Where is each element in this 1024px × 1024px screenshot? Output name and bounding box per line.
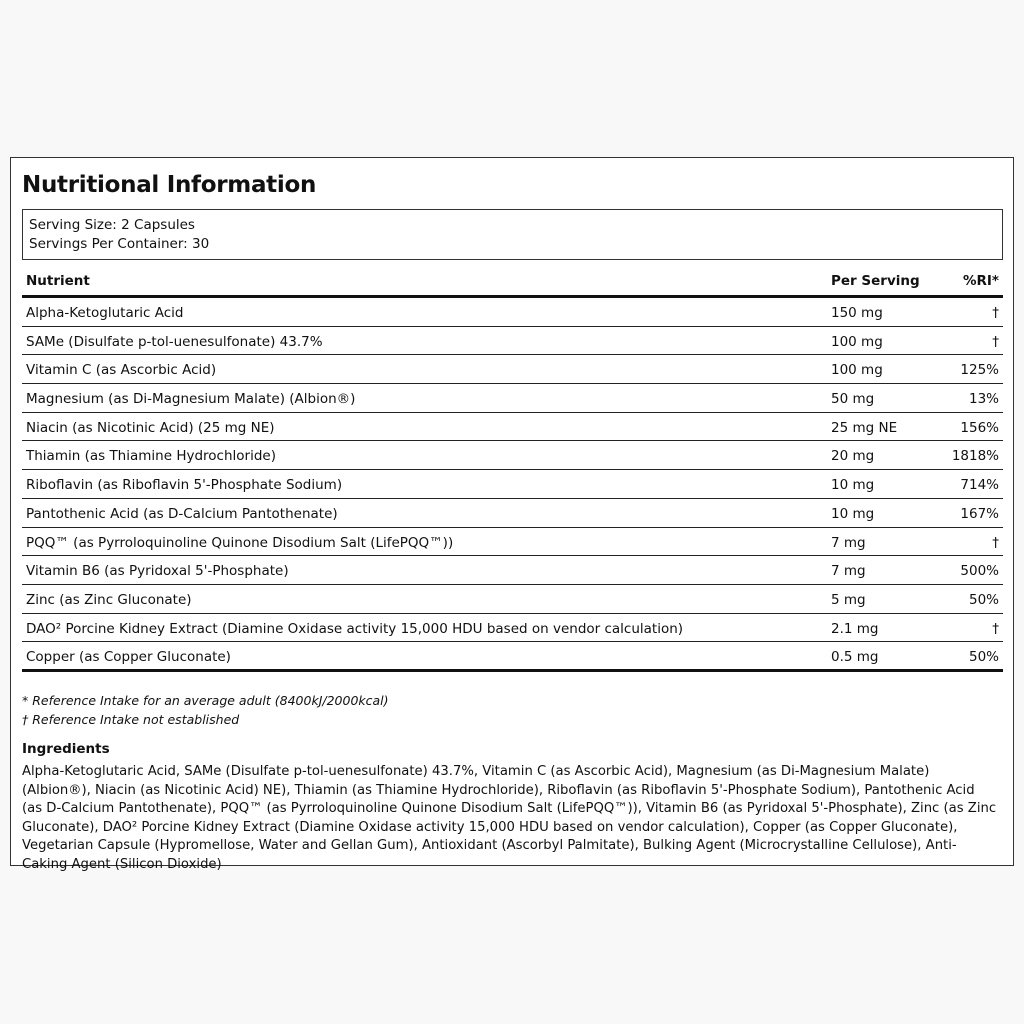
- nutrient-table: [22, 267, 1003, 672]
- nutrient-name: PQQ™ (as Pyrroloquinoline Quinone Disodium Salt (LifePQQ™)): [26, 534, 454, 551]
- per-serving-value: 7 mg: [831, 534, 866, 551]
- ri-value: 13%: [968, 391, 999, 408]
- table-row: [22, 614, 1003, 643]
- ri-value: 50%: [968, 591, 999, 608]
- ri-value: 500%: [960, 563, 999, 580]
- nutrient-name: SAMe (Disulfate p-tol-uenesulfonate) 43.7%: [26, 333, 323, 350]
- nutrient-name: DAO² Porcine Kidney Extract (Diamine Oxidase activity 15,000 HDU based on vendor calculation): [26, 620, 684, 637]
- ri-value: 156%: [960, 419, 999, 436]
- per-serving-value: 100 mg: [831, 362, 883, 379]
- table-body: [22, 298, 1003, 672]
- table-row: [22, 470, 1003, 499]
- dagger-footnote: † Reference Intake not established: [22, 712, 240, 727]
- header-per-serving: Per Serving: [831, 273, 920, 289]
- per-serving-value: 150 mg: [831, 305, 883, 321]
- nutrient-name: Vitamin B6 (as Pyridoxal 5'-Phosphate): [26, 563, 289, 580]
- table-row: [22, 413, 1003, 442]
- nutrient-name: Zinc (as Zinc Gluconate): [26, 591, 192, 608]
- table-row: [22, 355, 1003, 384]
- per-serving-value: 10 mg: [831, 477, 875, 494]
- per-serving-value: 50 mg: [831, 391, 875, 408]
- table-row: [22, 441, 1003, 470]
- ingredients-text: Alpha-Ketoglutaric Acid, SAMe (Disulfate p-tol-uenesulfonate) 43.7%, Vitamin C (as Ascorbic Acid), Magnesium (as Di-Magnesium Malate) (Albion®), Niacin (as Nicotinic Acid) NE), Thiamin (as Thiamine Hydrochloride), Riboflavin (as Riboflavin 5'-Phosphate Sodium), Pantothenic Acid (as D-Calcium Pantothenate), PQQ™ (as Pyrroloquinoline Quinone Disodium Salt (LifePQQ™)), Vitamin B6 (as Pyridoxal 5'-Phosphate), Zinc (as Zinc Gluconate), DAO² Porcine Kidney Extract (Diamine Oxidase activity 15,000 HDU based on vendor calculation), Copper (as Copper Gluconate), Vegetarian Capsule (Hypromellose, Water and Gellan Gum), Antioxidant (Ascorbyl Palmitate), Bulking Agent (Microcrystalline Cellulose), Anti-Caking Agent (Silicon Dioxide): [22, 764, 997, 872]
- page-title: Nutritional Information: [22, 172, 317, 198]
- serving-info-box: [22, 209, 1003, 260]
- nutrient-name: Niacin (as Nicotinic Acid) (25 mg NE): [26, 419, 275, 436]
- ri-value: 714%: [960, 477, 999, 494]
- ri-value: 50%: [968, 649, 999, 666]
- ri-value: †: [992, 333, 999, 350]
- per-serving-value: 100 mg: [831, 333, 883, 350]
- per-serving-value: 20 mg: [831, 448, 875, 465]
- table-row: [22, 384, 1003, 413]
- ri-value: 1818%: [951, 448, 999, 465]
- table-row: [22, 298, 1003, 327]
- table-row: [22, 528, 1003, 557]
- ri-value: †: [992, 534, 999, 551]
- table-row: [22, 585, 1003, 614]
- table-row: [22, 499, 1003, 528]
- table-row: [22, 556, 1003, 585]
- per-serving-value: 7 mg: [831, 563, 866, 580]
- nutrient-name: Riboflavin (as Riboflavin 5'-Phosphate Sodium): [26, 477, 343, 494]
- ri-value: 167%: [960, 505, 999, 522]
- nutrient-name: Thiamin (as Thiamine Hydrochloride): [26, 448, 276, 465]
- ingredients-title: Ingredients: [22, 741, 110, 757]
- header-ri: %RI*: [962, 273, 999, 289]
- footnotes: [22, 691, 389, 729]
- per-serving-value: 0.5 mg: [831, 649, 879, 666]
- ri-value: 125%: [960, 362, 999, 379]
- table-row: [22, 327, 1003, 356]
- nutrition-panel: [10, 157, 1014, 872]
- per-serving-value: 5 mg: [831, 591, 866, 608]
- ri-footnote: * Reference Intake for an average adult (8400kJ/2000kcal): [22, 693, 389, 708]
- nutrient-name: Alpha-Ketoglutaric Acid: [26, 305, 184, 321]
- table-header: [22, 267, 1003, 298]
- nutrient-name: Copper (as Copper Gluconate): [26, 649, 231, 666]
- ri-value: †: [992, 305, 999, 321]
- nutrient-name: Pantothenic Acid (as D-Calcium Pantothenate): [26, 505, 338, 522]
- serving-size: Serving Size: 2 Capsules: [29, 217, 195, 233]
- per-serving-value: 2.1 mg: [831, 620, 879, 637]
- servings-per-container: Servings Per Container: 30: [29, 236, 210, 252]
- nutrient-name: Magnesium (as Di-Magnesium Malate) (Albion®): [26, 391, 356, 408]
- per-serving-value: 25 mg NE: [831, 419, 898, 436]
- ri-value: †: [992, 620, 999, 637]
- table-row: [22, 642, 1003, 672]
- header-nutrient: Nutrient: [26, 273, 90, 289]
- per-serving-value: 10 mg: [831, 505, 875, 522]
- nutrient-name: Vitamin C (as Ascorbic Acid): [26, 362, 217, 379]
